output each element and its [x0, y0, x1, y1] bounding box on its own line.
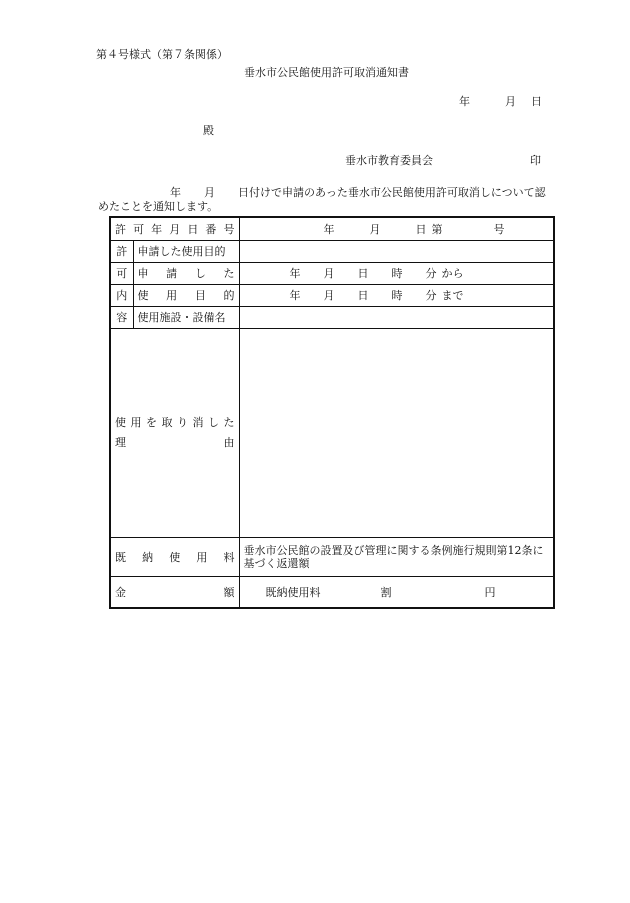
facility-value — [239, 307, 554, 329]
permit-go: 号 — [493, 222, 505, 236]
body-line2: めたことを通知します。 — [98, 200, 219, 213]
amount-prefix: 既納使用料 — [265, 585, 321, 599]
to-hour: 時 — [391, 289, 403, 302]
notice-body — [98, 186, 558, 214]
reason-label-yu: 由 — [223, 436, 235, 449]
amount-label — [115, 586, 235, 599]
side-char-2: 可 — [110, 263, 133, 285]
issue-date — [459, 96, 542, 107]
reason-label-line1: 使用を取り消した — [115, 416, 235, 429]
amount-label-gaku: 額 — [223, 585, 235, 599]
amount-label-kin: 金 — [115, 585, 126, 599]
side-char-3: 内 — [110, 285, 133, 307]
datetime-label-top-cell — [133, 263, 239, 285]
permit-day: 日 — [415, 222, 427, 236]
reason-label-ri: 理 — [115, 436, 126, 449]
seal-mark: 印 — [530, 154, 541, 167]
reason-label — [115, 413, 235, 453]
date-month: 月 — [505, 95, 516, 108]
document-title: 垂水市公民館使用許可取消通知書 — [244, 66, 409, 79]
purpose-label-cell — [133, 241, 239, 263]
to-suffix: まで — [441, 289, 464, 302]
permit-number-label: 許可年月日番号 — [115, 222, 235, 236]
paid-fee-text-cell — [239, 538, 554, 577]
permit-dai: 第 — [431, 222, 443, 236]
to-day: 日 — [357, 289, 369, 302]
amount-value — [239, 577, 554, 609]
notice-table — [109, 216, 555, 609]
permit-number-label-cell — [110, 217, 239, 241]
datetime-label-bottom-cell — [133, 285, 239, 307]
amount-label-cell — [110, 577, 239, 609]
to-month: 月 — [323, 289, 335, 302]
body-year: 年 — [170, 186, 181, 199]
amount-yen: 円 — [484, 585, 496, 599]
reason-label-cell — [110, 329, 239, 538]
facility-label: 使用施設・設備名 — [137, 311, 226, 324]
issuer-name: 垂水市教育委員会 — [345, 154, 433, 167]
permit-number-value — [239, 217, 554, 241]
body-month: 月 — [204, 186, 215, 199]
amount-wari: 割 — [380, 585, 392, 599]
purpose-value — [239, 241, 554, 263]
form-reference: 第４号様式（第７条関係） — [96, 48, 228, 61]
to-minute: 分 — [425, 289, 437, 302]
paid-fee-label-cell — [110, 538, 239, 577]
purpose-label: 申請した使用目的 — [137, 245, 226, 258]
addressee: 殿 — [203, 124, 214, 137]
reason-value — [239, 329, 554, 538]
datetime-label-bottom: 使用目的 — [137, 289, 235, 302]
datetime-label-top: 申請した — [137, 267, 235, 280]
body-line1: 日付けで申請のあった垂水市公民館使用許可取消しについて認 — [238, 186, 546, 199]
from-year: 年 — [289, 267, 301, 280]
permit-month: 月 — [369, 222, 381, 236]
from-suffix: から — [441, 267, 464, 280]
permit-year: 年 — [323, 222, 335, 236]
paid-fee-label: 既納使用料 — [115, 550, 235, 564]
paid-fee-text: 垂水市公民館の設置及び管理に関する条例施行規則第12条に基づく返還額 — [243, 544, 544, 570]
from-day: 日 — [357, 267, 369, 280]
date-year: 年 — [459, 95, 470, 108]
from-hour: 時 — [391, 267, 403, 280]
from-minute: 分 — [425, 267, 437, 280]
to-year: 年 — [289, 289, 301, 302]
datetime-to — [239, 285, 554, 307]
date-day: 日 — [531, 95, 542, 108]
side-char-1: 許 — [110, 241, 133, 263]
facility-label-cell — [133, 307, 239, 329]
side-char-4: 容 — [110, 307, 133, 329]
from-month: 月 — [323, 267, 335, 280]
datetime-from — [239, 263, 554, 285]
